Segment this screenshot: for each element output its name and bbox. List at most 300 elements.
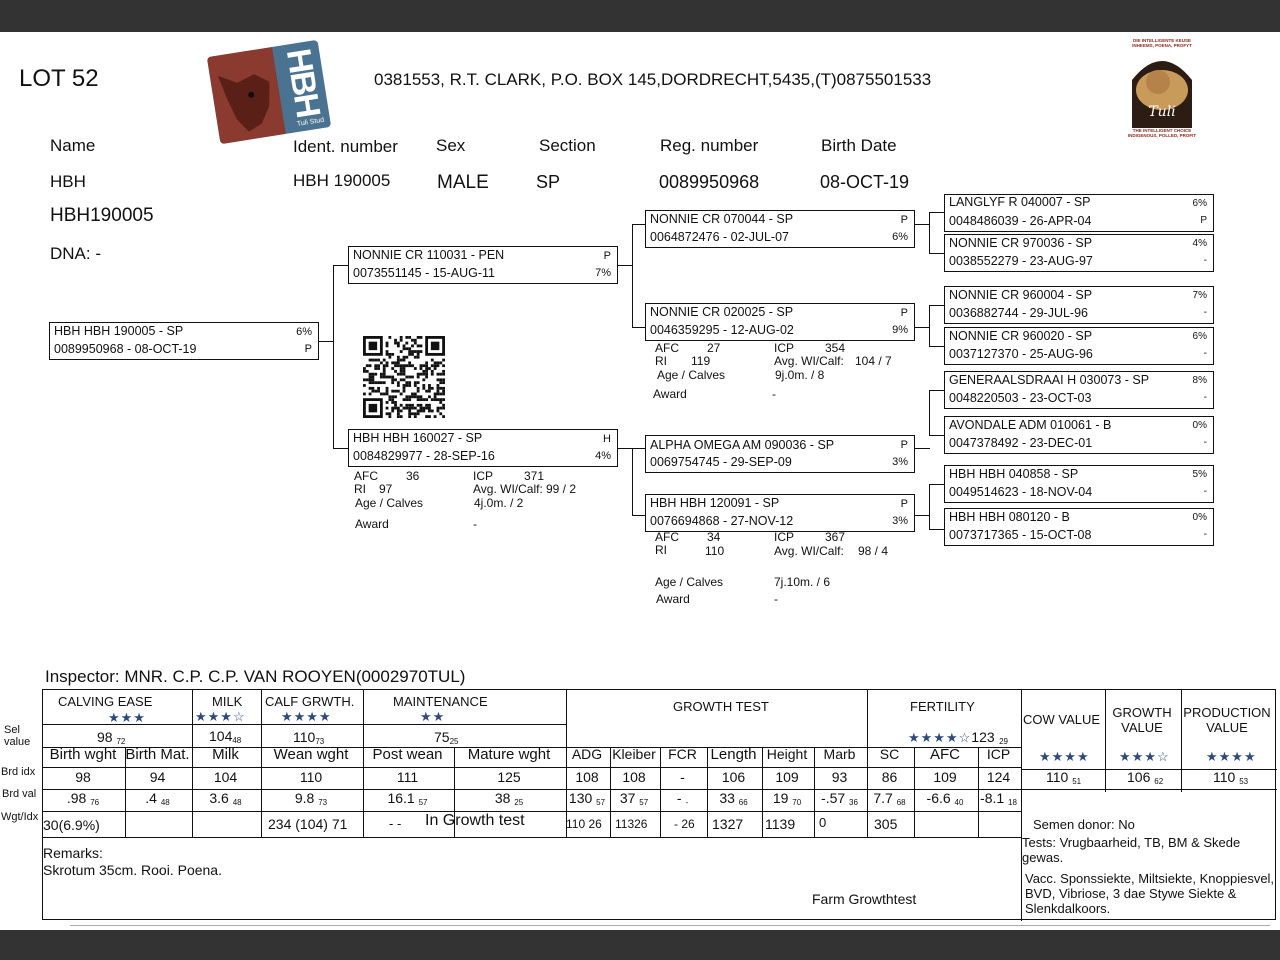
sel-calving: 98 <box>97 729 113 745</box>
connector <box>929 346 944 347</box>
perf-value: 98 / 4 <box>858 544 889 558</box>
wgt-adg: 110 26 <box>566 817 602 831</box>
stars-cow-icon: ★★★★ <box>1039 749 1090 764</box>
pedigree-pct: 3% <box>892 515 908 527</box>
connector <box>632 327 645 328</box>
pedigree-code: - <box>1203 307 1207 318</box>
connector <box>617 265 633 266</box>
brd-val-cell <box>609 790 659 807</box>
pedigree-pct: 6% <box>892 231 908 243</box>
perf-value: - <box>772 387 776 401</box>
group-fertility: FERTILITY <box>910 699 975 714</box>
tuli-logo-top: DIE INTELLIGENTE KEUSE INHEEMS, POENA, PROFYT <box>1132 38 1192 48</box>
hbh-logo <box>207 40 331 144</box>
perf-label: Age / Calves <box>355 496 424 510</box>
connector <box>333 265 349 266</box>
tuli-logo-bottom: THE INTELLIGENT CHOICE INDIGENOUS, POLLED, PROFIT <box>1127 128 1197 138</box>
pedigree-gg5[interactable] <box>944 371 1214 409</box>
row-label-brd-val: Brd val <box>2 788 37 800</box>
pedigree-gg7[interactable] <box>944 465 1214 503</box>
col-header: AFC <box>930 746 960 763</box>
perf-label: Avg. WI/Calf: <box>473 482 543 496</box>
pedigree-name: ALPHA OMEGA AM 090036 - SP <box>650 438 835 452</box>
brd-val: 33 <box>719 790 735 806</box>
pedigree-subject[interactable] <box>49 322 319 360</box>
pedigree-gg8[interactable] <box>944 508 1214 546</box>
table-gridline <box>1021 747 1022 921</box>
group-cow-value: COW VALUE <box>1023 712 1101 727</box>
brd-val-cell <box>866 790 913 807</box>
connector <box>929 390 930 435</box>
production-value-acc: 53 <box>1239 777 1249 786</box>
animal-sex: MALE <box>437 172 489 193</box>
brd-idx-cell: 94 <box>149 769 166 785</box>
brd-val-cell <box>565 790 609 807</box>
pedigree-pct: 6% <box>1192 198 1207 209</box>
pedigree-name: NONNIE CR 960020 - SP <box>949 329 1093 343</box>
col-header: Mature wght <box>467 746 551 763</box>
label-section: Section <box>539 136 596 155</box>
pedigree-pct: 5% <box>1192 469 1207 480</box>
col-header: Height <box>766 746 808 762</box>
hbh-logo-sub: Tuli Stud <box>296 116 325 128</box>
brd-val-acc: 36 <box>849 798 858 807</box>
brd-idx-cell: 109 <box>933 769 957 785</box>
connector <box>914 515 930 516</box>
tuli-logo <box>1124 38 1200 140</box>
connector <box>929 253 944 254</box>
col-header: ADG <box>571 746 603 762</box>
growth-value: 106 <box>1127 769 1151 785</box>
hbh-logo-text: HBH <box>278 46 327 119</box>
farm-growthtest: Farm Growthtest <box>812 891 917 907</box>
connector <box>632 515 645 516</box>
brd-val: -6.6 <box>926 790 951 806</box>
pedigree-pct: 4% <box>1192 238 1207 249</box>
brd-val-acc: 57 <box>418 798 428 807</box>
col-header: ICP <box>986 746 1011 762</box>
pedigree-dam-dam[interactable] <box>645 494 915 532</box>
brd-idx-cell: 111 <box>396 769 419 785</box>
brd-val-cell <box>913 790 977 807</box>
connector <box>318 341 334 342</box>
pedigree-name: HBH HBH 120091 - SP <box>650 496 780 510</box>
perf-label: AFC <box>655 530 679 544</box>
group-production-value: PRODUCTION VALUE <box>1183 705 1271 735</box>
connector <box>914 448 930 449</box>
sel-milk-acc: 48 <box>232 736 242 745</box>
perf-value: 27 <box>707 341 721 355</box>
group-milk: MILK <box>212 694 243 709</box>
pedigree-reg: 0037127370 - 25-AUG-96 <box>949 347 1093 361</box>
cow-value-acc: 51 <box>1072 777 1082 786</box>
pedigree-gg2[interactable] <box>944 234 1214 272</box>
connector <box>929 529 944 530</box>
vaccinations: Vacc. Sponssiekte, Miltsiekte, Knoppiesvel, BVD, Vibriose, 3 dae Stywe Siekte & Slenkdalkoors. <box>1025 871 1275 916</box>
pedigree-name: HBH HBH 160027 - SP <box>353 431 483 445</box>
brd-idx-cell: 108 <box>575 769 599 785</box>
perf-label: AFC <box>655 341 679 355</box>
stars-maint-icon: ★★ <box>420 709 446 724</box>
pedigree-name: GENERAALSDRAAI H 030073 - SP <box>949 373 1150 387</box>
table-gridline <box>43 767 1021 768</box>
connector <box>914 327 930 328</box>
table-gridline <box>43 837 1021 838</box>
row-label-wgt: Wgt/Idx <box>1 811 39 823</box>
pedigree-reg: 0064872476 - 02-JUL-07 <box>650 230 789 244</box>
perf-value: - <box>473 517 477 531</box>
sel-fert: 123 <box>971 729 995 745</box>
brd-val: .98 <box>66 790 87 806</box>
pedigree-code: P <box>900 439 908 451</box>
label-sex: Sex <box>436 136 466 155</box>
pedigree-code: P <box>900 498 908 510</box>
pedigree-name: LANGLYF R 040007 - SP <box>949 195 1091 209</box>
perf-label: RI <box>655 354 667 368</box>
pedigree-name: AVONDALE ADM 010061 - B <box>949 418 1112 432</box>
row-label-sel: Sel value <box>4 724 31 748</box>
col-header: Post wean <box>372 746 443 763</box>
pedigree-name: NONNIE CR 110031 - PEN <box>353 248 505 262</box>
brd-idx-cell: 108 <box>622 769 646 785</box>
pedigree-sire[interactable] <box>348 246 618 284</box>
connector <box>632 224 633 327</box>
stars-milk-icon: ★★★☆ <box>195 709 246 724</box>
brd-idx-cell: 104 <box>213 769 238 785</box>
wgt-height: 1139 <box>765 816 796 832</box>
perf-label: ICP <box>774 530 795 544</box>
pedigree-sire-sire[interactable] <box>645 210 915 248</box>
group-growth-test: GROWTH TEST <box>673 699 769 714</box>
brd-val: 9.8 <box>294 790 315 806</box>
perf-value: 367 <box>825 530 846 544</box>
sel-calving-acc: 72 <box>116 737 126 746</box>
brd-val-acc: 57 <box>639 798 649 807</box>
wgt-marb: 0 <box>819 815 827 830</box>
brd-val-cell <box>977 790 1020 807</box>
pedigree-pct: 0% <box>1192 420 1207 431</box>
production-value: 110 <box>1213 769 1236 785</box>
connector <box>929 305 930 346</box>
perf-label: Avg. WI/Calf: <box>774 544 844 558</box>
brd-val-acc: 66 <box>738 798 748 807</box>
row-label-brd-idx: Brd idx <box>1 766 36 778</box>
col-header: Wean wght <box>273 746 349 763</box>
brd-val: -8.1 <box>980 790 1005 806</box>
connector <box>929 390 944 391</box>
stars-calf-icon: ★★★★ <box>281 709 332 724</box>
connector <box>333 448 349 449</box>
connector <box>333 265 334 448</box>
perf-label: ICP <box>473 469 494 483</box>
pedigree-name: HBH HBH 040858 - SP <box>949 467 1079 481</box>
connector <box>617 448 633 449</box>
pedigree-pct: 3% <box>892 456 908 468</box>
pedigree-code: P <box>900 214 908 226</box>
perf-value: 4j.0m. / 2 <box>474 496 524 510</box>
pedigree-dam-sire[interactable] <box>645 435 915 473</box>
pedigree-name: HBH HBH 080120 - B <box>949 510 1070 524</box>
stars-fert-icon: ★★★★☆ <box>908 730 972 745</box>
pedigree-reg: 0049514623 - 18-NOV-04 <box>949 485 1093 499</box>
perf-value: 371 <box>524 469 545 483</box>
brd-val-acc: 40 <box>954 798 964 807</box>
sel-maint: 75 <box>434 729 450 745</box>
animal-ident: HBH 190005 <box>293 171 391 190</box>
footer-line <box>70 925 1270 926</box>
pedigree-pct: 7% <box>595 267 611 279</box>
perf-label: RI <box>655 543 667 557</box>
wgt-sc: 305 <box>874 816 898 832</box>
pedigree-reg: 0084829977 - 28-SEP-16 <box>353 449 495 463</box>
pedigree-reg: 0089950968 - 08-OCT-19 <box>54 342 197 356</box>
col-header: Birth Mat. <box>125 746 190 763</box>
brd-val: 7.7 <box>873 790 893 806</box>
pedigree-code: P <box>304 343 312 355</box>
pedigree-gg1[interactable] <box>944 194 1214 232</box>
animal-reg: 0089950968 <box>659 172 760 192</box>
pedigree-code: - <box>1203 392 1207 403</box>
perf-value: 7j.10m. / 6 <box>774 575 831 589</box>
brd-idx-cell: 124 <box>986 769 1011 785</box>
brd-val-cell <box>191 790 260 807</box>
wgt-birth: 30(6.9%) <box>43 817 100 833</box>
dna: DNA: - <box>50 244 101 263</box>
brd-idx-cell: 98 <box>75 769 91 785</box>
brd-val-acc: 48 <box>160 798 170 807</box>
top-bar <box>0 0 1280 32</box>
brd-idx-cell: 86 <box>881 769 898 785</box>
remarks-text: Skrotum 35cm. Rooi. Poena. <box>43 862 222 878</box>
table-gridline <box>43 811 1021 812</box>
brd-val: 19 <box>772 790 789 806</box>
label-ident: Ident. number <box>293 137 398 156</box>
group-maintenance: MAINTENANCE <box>393 694 488 709</box>
pedigree-pct: 6% <box>1192 331 1207 342</box>
tests: Tests: Vrugbaarheid, TB, BM & Skede gewas. <box>1022 835 1241 865</box>
perf-value: 99 / 2 <box>546 482 577 496</box>
col-header: Length <box>710 746 757 763</box>
pedigree-code: - <box>1203 529 1207 540</box>
perf-label: Avg. WI/Calf: <box>774 354 844 368</box>
wgt-length: 1327 <box>712 816 744 832</box>
pedigree-code: - <box>1203 437 1207 448</box>
pedigree-pct: 6% <box>296 326 312 338</box>
brd-val: 37 <box>619 790 636 806</box>
brd-val: -.57 <box>821 790 846 806</box>
brd-val-cell <box>659 790 706 807</box>
brd-val-acc: 70 <box>792 798 802 807</box>
perf-value: 119 <box>691 354 711 368</box>
sel-maint-acc: 25 <box>449 737 459 746</box>
sel-calf-acc: 73 <box>315 737 325 746</box>
growth-value-acc: 62 <box>1154 777 1164 786</box>
perf-label: Award <box>656 592 690 606</box>
perf-value: 104 / 7 <box>855 354 892 368</box>
pedigree-code: - <box>1203 255 1207 266</box>
connector <box>929 435 944 436</box>
brd-val-cell <box>42 790 124 807</box>
perf-value: - <box>774 592 778 606</box>
pedigree-name: NONNIE CR 020025 - SP <box>650 305 794 319</box>
pedigree-pct: 4% <box>595 450 611 462</box>
pedigree-code: P <box>603 250 611 262</box>
stars-calving-icon: ★★★ <box>108 710 146 725</box>
col-header: SC <box>879 746 900 762</box>
group-calving-ease: CALVING EASE <box>58 694 153 709</box>
brd-idx-cell: 110 <box>299 769 323 785</box>
perf-label: Award <box>653 387 687 401</box>
brd-val: 16.1 <box>387 790 415 806</box>
col-header: Birth wght <box>49 746 117 763</box>
pedigree-reg: 0036882744 - 29-JUL-96 <box>949 306 1088 320</box>
semen-donor: Semen donor: No <box>1033 817 1135 832</box>
brd-val-cell <box>260 790 362 807</box>
pedigree-reg: 0073717365 - 15-OCT-08 <box>949 528 1092 542</box>
col-header: Kleiber <box>612 746 656 762</box>
pedigree-reg: 0048486039 - 26-APR-04 <box>949 214 1092 228</box>
connector <box>914 224 930 225</box>
perf-value: 9j.0m. / 8 <box>775 368 825 382</box>
brd-idx-cell: 93 <box>831 769 848 785</box>
pedigree-sire-dam[interactable] <box>645 303 915 341</box>
pedigree-pct: 0% <box>1192 512 1207 523</box>
perf-label: AFC <box>354 469 378 483</box>
connector <box>632 448 633 515</box>
col-header: Marb <box>823 746 856 762</box>
animal-section: SP <box>536 172 561 192</box>
qr-code-icon[interactable] <box>361 336 447 418</box>
animal-name2: HBH190005 <box>50 205 154 226</box>
perf-value: 97 <box>379 482 393 496</box>
pedigree-gg6[interactable] <box>944 416 1214 454</box>
label-name: Name <box>50 136 96 155</box>
col-header: Milk <box>212 746 239 763</box>
sel-milk: 104 <box>209 728 233 744</box>
wgt-fcr: - 26 <box>674 817 695 831</box>
brd-val-cell <box>761 790 813 807</box>
group-calf-growth: CALF GRWTH. <box>265 694 355 709</box>
connector <box>929 212 930 253</box>
perf-label: RI <box>354 482 366 496</box>
brd-val: 3.6 <box>209 790 229 806</box>
brd-val-cell <box>362 790 453 807</box>
col-header: FCR <box>668 746 697 762</box>
wgt-growth-note: In Growth test <box>425 812 525 829</box>
brd-val-cell <box>124 790 191 807</box>
perf-label: Age / Calves <box>655 575 724 589</box>
perf-value: 36 <box>406 469 420 483</box>
brd-val-acc: - <box>685 798 689 807</box>
sel-fert-acc: 29 <box>999 737 1008 746</box>
connector <box>929 212 944 213</box>
brd-val-acc: 76 <box>90 798 100 807</box>
pedigree-pct: 9% <box>892 324 908 336</box>
brd-val-acc: 48 <box>232 798 242 807</box>
brd-idx-cell: 109 <box>775 769 799 785</box>
perf-value: 354 <box>825 341 846 355</box>
pedigree-reg: 0047378492 - 23-DEC-01 <box>949 436 1093 450</box>
perf-value: 34 <box>707 530 721 544</box>
pedigree-reg: 0076694868 - 27-NOV-12 <box>650 514 794 528</box>
brd-val: 130 <box>568 790 593 806</box>
animal-name: HBH <box>50 172 86 191</box>
pedigree-reg: 0048220503 - 23-OCT-03 <box>949 391 1092 405</box>
brd-val-cell <box>813 790 866 807</box>
connector <box>632 224 645 225</box>
pedigree-code: H <box>603 433 611 445</box>
tuli-logo-name: Tuli <box>1148 104 1176 120</box>
table-gridline <box>1181 690 1182 792</box>
pedigree-name: NONNIE CR 070044 - SP <box>650 212 794 226</box>
pedigree-reg: 0046359295 - 12-AUG-02 <box>650 323 794 337</box>
pedigree-reg: 0069754745 - 29-SEP-09 <box>650 455 792 469</box>
brd-val-acc: 57 <box>596 798 606 807</box>
wgt-wean: 234 (104) 71 <box>268 816 348 832</box>
perf-label: Award <box>355 517 389 531</box>
label-birth: Birth Date <box>821 136 897 155</box>
pedigree-dam[interactable] <box>348 429 618 467</box>
brd-val-cell <box>706 790 761 807</box>
stars-pv-icon: ★★★★ <box>1206 749 1257 764</box>
connector <box>929 484 930 529</box>
pedigree-code: P <box>1200 215 1207 226</box>
wgt-post: - - <box>389 816 402 831</box>
brd-idx-cell: 125 <box>497 769 521 785</box>
pedigree-gg3[interactable] <box>944 286 1214 324</box>
pedigree-name: HBH HBH 190005 - SP <box>54 324 184 338</box>
pedigree-reg: 0073551145 - 15-AUG-11 <box>353 266 495 280</box>
pedigree-code: - <box>1203 486 1207 497</box>
pedigree-pct: 7% <box>1192 290 1207 301</box>
label-reg: Reg. number <box>660 136 759 155</box>
pedigree-pct: 8% <box>1192 375 1207 386</box>
brd-val: - <box>676 790 682 806</box>
perf-label: Age / Calves <box>657 368 726 382</box>
brd-val-acc: 68 <box>896 798 906 807</box>
brd-val: .4 <box>145 790 157 806</box>
sel-calf: 110 <box>293 729 316 745</box>
group-growth-value: GROWTH VALUE <box>1112 705 1172 735</box>
pedigree-name: NONNIE CR 970036 - SP <box>949 236 1093 250</box>
pedigree-name: NONNIE CR 960004 - SP <box>949 288 1093 302</box>
stars-gv-icon: ★★★☆ <box>1119 749 1170 764</box>
inspector: Inspector: MNR. C.P. C.P. VAN ROOYEN(0002970TUL) <box>45 667 466 686</box>
connector <box>929 305 944 306</box>
pedigree-code: - <box>1203 348 1207 359</box>
wgt-kleiber: 11326 <box>615 817 648 831</box>
lot-number: LOT 52 <box>19 65 99 92</box>
animal-birth: 08-OCT-19 <box>820 172 910 192</box>
pedigree-reg: 0038552279 - 23-AUG-97 <box>949 254 1093 268</box>
brd-idx-cell: 106 <box>721 769 746 785</box>
pedigree-code: P <box>900 307 908 319</box>
remarks-label: Remarks: <box>43 845 103 861</box>
brd-val-cell <box>453 790 565 807</box>
breeder-info: 0381553, R.T. CLARK, P.O. BOX 145,DORDRECHT,5435,(T)0875501533 <box>374 70 932 89</box>
connector <box>929 484 944 485</box>
cow-value: 110 <box>1046 769 1069 785</box>
brd-val-acc: 25 <box>514 798 524 807</box>
connector <box>632 448 645 449</box>
brd-val: 38 <box>494 790 511 806</box>
perf-value: 110 <box>705 544 725 558</box>
brd-val-acc: 73 <box>318 798 328 807</box>
pedigree-gg4[interactable] <box>944 327 1214 365</box>
cow-head-icon <box>207 47 286 144</box>
brd-val-acc: 18 <box>1008 798 1017 807</box>
brd-idx-cell: - <box>680 769 685 785</box>
